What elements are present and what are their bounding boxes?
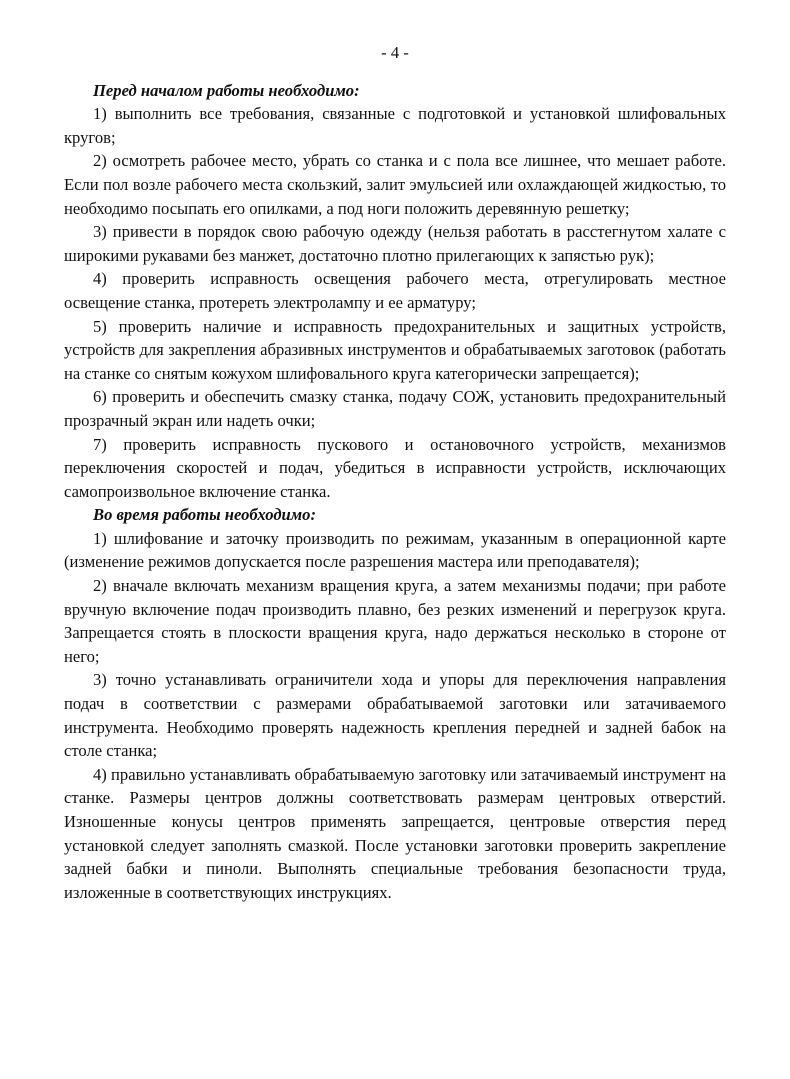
section-heading-during-work: Во время работы необходимо: [93,505,316,525]
paragraph: 3) привести в порядок свою рабочую одежду (нельзя работать в расстегнутом халате с широкими рукавами без манжет, достаточно плотно прилегающих к запястью рук); [64,222,726,265]
paragraph: 6) проверить и обеспечить смазку станка, подачу СОЖ, установить предохранительный прозрачный экран или надеть очки; [64,387,726,430]
paragraph: 2) вначале включать механизм вращения круга, а затем механизмы подачи; при работе вручную включение подач производить плавно, без резких изменений и перегрузок круга. Запрещается стоять в плоскости вращения круга, надо держаться несколько в стороне от него; [64,576,726,666]
paragraph: 2) осмотреть рабочее место, убрать со станка и с пола все лишнее, что мешает работе. Если пол возле рабочего места скользкий, залит эмульсией или охлаждающей жидкостью, то необходимо посыпать его опилками, а под ноги положить деревянную решетку; [64,151,726,218]
paragraph: 4) проверить исправность освещения рабочего места, отрегулировать местное освещение станка, протереть электролампу и ее арматуру; [64,269,726,312]
paragraph: 1) выполнить все требования, связанные с подготовкой и установкой шлифовальных кругов; [64,104,726,147]
page-number: - 4 - [381,43,409,62]
paragraph: 1) шлифование и заточку производить по режимам, указанным в операционной карте (изменение режимов допускается после разрешения мастера или преподавателя); [64,528,726,572]
paragraph: 4) правильно устанавливать обрабатываемую заготовку или затачиваемый инструмент на станке. Размеры центров должны соответствовать размерам центровых отверстий. Изношенные конусы центров применять запрещается, центровые отверстия перед установкой следует заполнять смазкой. После установки заготовки проверить закрепление задней бабки и пиноли. Выполнять специальные требования безопасности труда, изложенные в соответствующих инструкциях. [64,764,726,902]
paragraph: 7) проверить исправность пускового и остановочного устройств, механизмов переключения скоростей и подач, убедиться в исправности устройств, исключающих самопроизвольное включение станка. [64,434,726,501]
paragraph: 3) точно устанавливать ограничители хода и упоры для переключения направления подач в соответствии с размерами обрабатываемой заготовки или затачиваемого инструмента. Необходимо проверять надежность крепления передней и задней бабок на столе станка; [64,670,726,761]
section-heading-before-work: Перед началом работы необходимо: [93,80,360,100]
paragraph: 5) проверить наличие и исправность предохранительных и защитных устройств, устройств для закрепления абразивных инструментов и обрабатываемых заготовок (работать на станке со снятым кожухом шлифовального круга категорически запрещается); [64,316,726,383]
